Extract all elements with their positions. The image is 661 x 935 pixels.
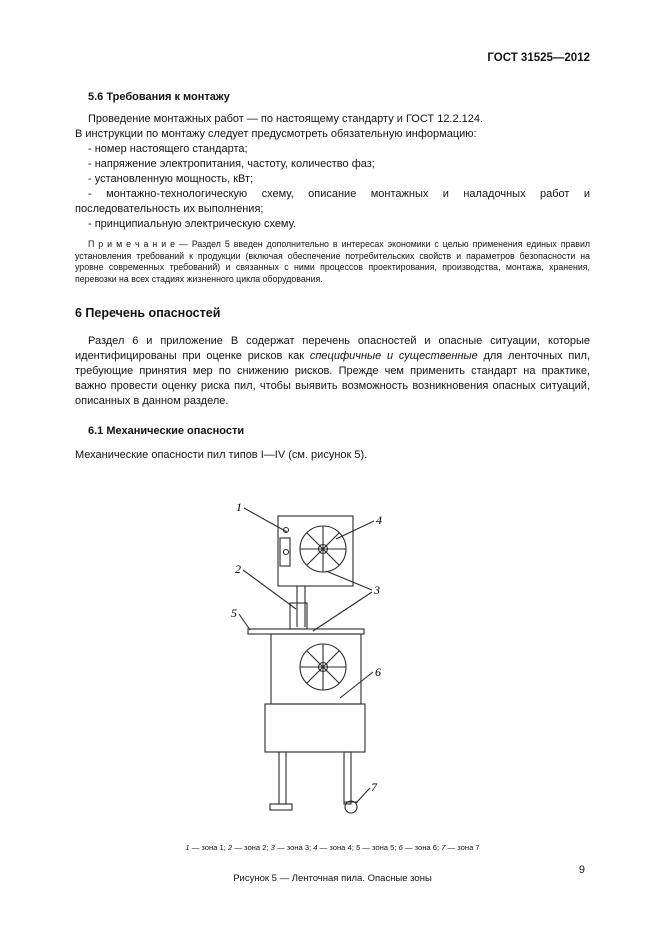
callout-1: 1 — [235, 500, 242, 514]
legend-num: 1 — [185, 843, 190, 852]
figure-legend — [75, 840, 590, 855]
legend-segment — [356, 843, 399, 852]
callout-2: 2 — [234, 562, 241, 576]
callout-numbers — [231, 500, 382, 794]
hazards-text-2: для ленточных пил, требующие принятия мер по снижению рисков. Прежде чем применить стандарт на практике, важно провести оценку риска пил, чтобы выявить возможность возникновения опасных ситуаций, описанных в данном разделе. — [75, 350, 590, 407]
callout-7: 7 — [370, 780, 377, 794]
legend-num: 6 — [398, 843, 403, 852]
band-saw-diagram — [223, 491, 443, 817]
paragraph-montage-1: Проведение монтажных работ — по настоящему стандарту и ГОСТ 12.2.124. — [88, 113, 484, 125]
list-item: - установленную мощность, кВт; — [88, 173, 254, 185]
list-item: - монтажно-технологическую схему, описание монтажных и наладочных работ и последовательность их выполнения; — [75, 188, 590, 215]
band-saw-body — [239, 508, 374, 813]
figure-band-saw — [75, 491, 590, 886]
list-item: - напряжение электропитания, частоту, количество фаз; — [88, 158, 375, 170]
callout-leader-lines — [239, 508, 374, 803]
legend-segment — [228, 843, 271, 852]
document-header — [75, 52, 590, 64]
legend-label: — зона 7 — [445, 843, 480, 852]
paragraph-montage-2: В инструкции по монтажу следует предусмотреть обязательную информацию: — [75, 128, 477, 140]
section-5-6-title: 5.6 Требования к монтажу — [88, 91, 230, 103]
legend-segment — [441, 843, 479, 852]
legend-label: — зона 5; — [360, 843, 399, 852]
paragraph-hazards — [75, 334, 590, 409]
legend-num: 5 — [355, 843, 361, 852]
legend-num: 2 — [228, 843, 233, 852]
list-item: - принципиальную электрическую схему. — [88, 218, 297, 230]
legend-segment — [271, 843, 314, 852]
callout-3: 3 — [373, 583, 380, 597]
callout-4: 4 — [375, 513, 382, 527]
saw-table — [248, 629, 364, 634]
legend-label: — зона 6; — [402, 843, 442, 852]
standard-number: ГОСТ 31525—2012 — [487, 52, 590, 64]
list-item: - номер настоящего стандарта; — [88, 143, 248, 155]
section-6-title: 6 Перечень опасностей — [75, 306, 221, 320]
legend-segment — [399, 843, 442, 852]
legend-num: 3 — [270, 843, 275, 852]
legend-segment — [313, 843, 356, 852]
figure-caption: Рисунок 5 — Ленточная пила. Опасные зоны — [233, 873, 432, 884]
section-6-1-title: 6.1 Механические опасности — [88, 425, 245, 437]
document-content — [75, 90, 590, 886]
hazards-text-italic: специфичные и существенные — [309, 350, 478, 362]
legend-label: — зона 1; — [189, 843, 228, 852]
note-paragraph: П р и м е ч а н и е — Раздел 5 введен дополнительно в интересах экономики с целью применения единых правил установления требований к продукции (включая обеспечение потребительских свойств и параметров безопасности на уровне современных требований) и связанных с ними процессов проектирования, производства, монтажа, хранения, перевозки на всех стадиях жизненного цикла оборудования. — [75, 239, 590, 284]
legend-num: 4 — [313, 843, 318, 852]
legend-label: — зона 4; — [317, 843, 356, 852]
upper-wheel — [300, 526, 346, 572]
callout-6: 6 — [374, 665, 381, 679]
legend-num: 7 — [441, 843, 446, 852]
legend-label: — зона 3; — [274, 843, 314, 852]
montage-info-list — [75, 142, 590, 232]
callout-5: 5 — [230, 606, 237, 620]
lower-wheel — [300, 644, 346, 690]
legend-segment — [185, 843, 228, 852]
page-number: 9 — [578, 864, 585, 876]
legend-label: — зона 2; — [232, 843, 271, 852]
hazards-text-1: Раздел 6 и приложение В содержат перечень опасностей и опасные ситуации, которые идентифицированы при оценке рисков как — [75, 335, 590, 362]
paragraph-mechanical: Механические опасности пил типов I—IV (см. рисунок 5). — [75, 449, 368, 461]
